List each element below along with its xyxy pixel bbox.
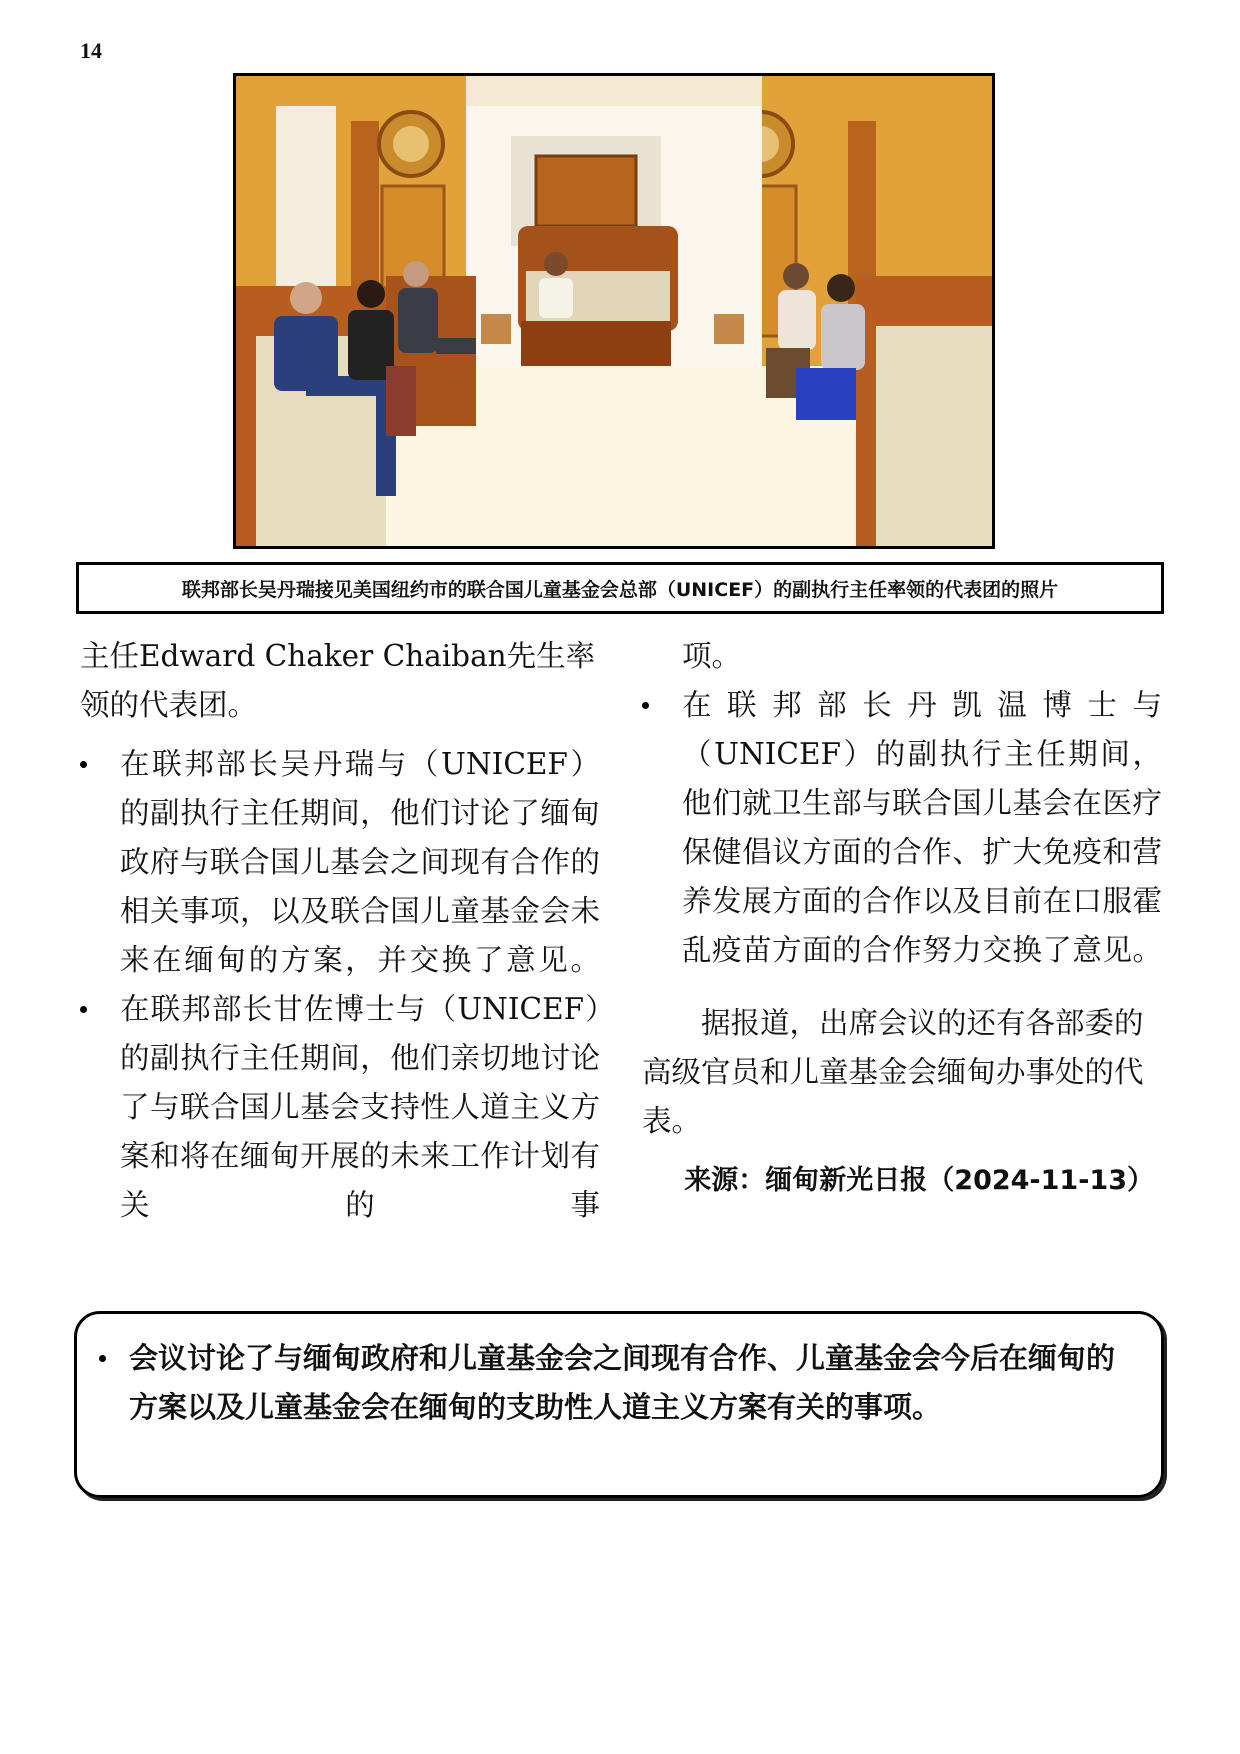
summary-box (74, 1311, 1164, 1498)
list-item (80, 740, 600, 985)
left-column (80, 632, 600, 1230)
bullet-icon (642, 702, 649, 709)
meeting-photo (233, 73, 995, 549)
right-column (642, 632, 1162, 1205)
bullet-icon (99, 1355, 106, 1362)
bullet-icon (80, 1006, 87, 1013)
summary-text: 会议讨论了与缅甸政府和儿童基金会之间现有合作、儿童基金会今后在缅甸的方案以及儿童基金会在缅甸的支助性人道主义方案有关的事项。 (129, 1341, 1116, 1424)
photo-caption: 联邦部长吴丹瑞接见美国纽约市的联合国儿童基金会总部（UNICEF）的副执行主任率领的代表团的照片 (76, 562, 1164, 614)
left-bullet-list (80, 740, 600, 1230)
page-number: 14 (80, 38, 102, 63)
bullet-icon (80, 761, 87, 768)
continuation-text: 项。 (682, 639, 742, 673)
meeting-photo-illustration (236, 76, 992, 546)
intro-paragraph: 主任Edward Chaker Chaiban先生率领的代表团。 (80, 639, 596, 722)
list-item (80, 985, 600, 1230)
attendance-paragraph: 据报道，出席会议的还有各部委的高级官员和儿童基金会缅甸办事处的代表。 (642, 1006, 1144, 1138)
list-item-text: 在联邦部长丹凯温博士与（UNICEF）的副执行主任期间，他们就卫生部与联合国儿基会在医疗保健倡议方面的合作、扩大免疫和营养发展方面的合作以及目前在口服霍乱疫苗方面的合作努力交换了意见。 (682, 688, 1162, 967)
right-bullet-list (642, 681, 1162, 975)
list-item-text: 在联邦部长甘佐博士与（UNICEF）的副执行主任期间，他们亲切地讨论了与联合国儿基会支持性人道主义方案和将在缅甸开展的未来工作计划有关的事 (120, 992, 600, 1222)
list-item (642, 681, 1162, 975)
list-item-text: 在联邦部长吴丹瑞与（UNICEF）的副执行主任期间，他们讨论了缅甸政府与联合国儿基会之间现有合作的相关事项，以及联合国儿童基金会未来在缅甸的方案，并交换了意见。 (120, 747, 600, 977)
source-citation: 来源：缅甸新光日报（2024-11-13） (684, 1165, 1154, 1196)
